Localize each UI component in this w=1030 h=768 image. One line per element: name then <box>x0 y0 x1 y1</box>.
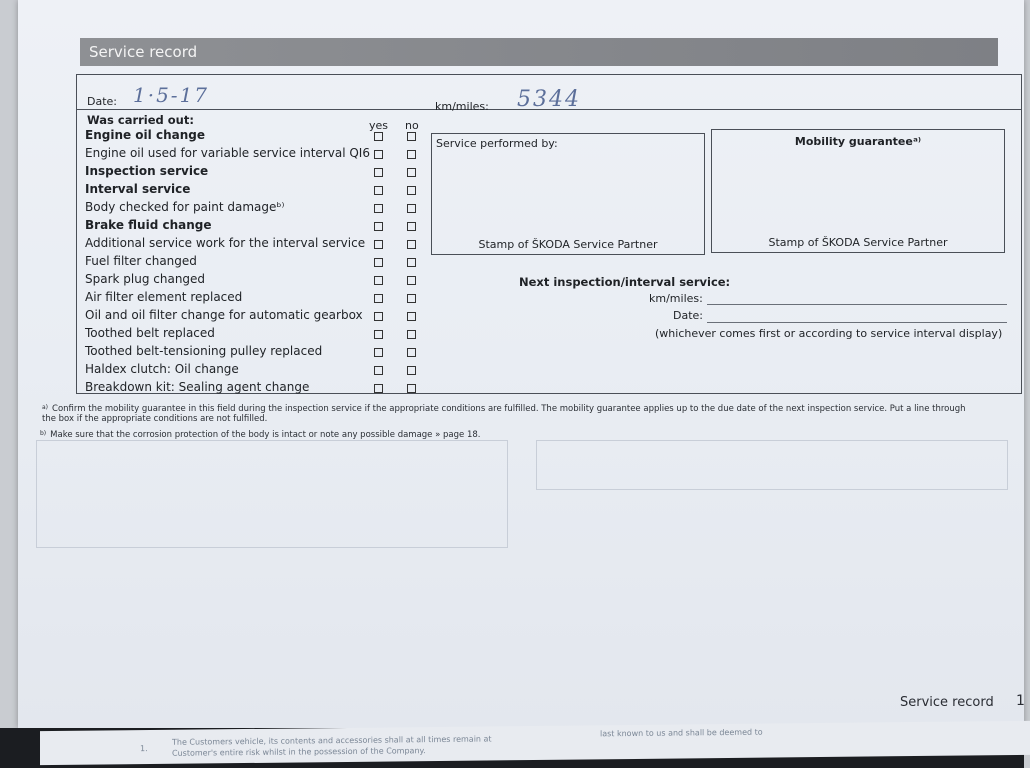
show-through-box-left <box>36 440 508 548</box>
footnote-b <box>40 430 980 440</box>
checklist-row <box>77 308 437 326</box>
checklist-item-label: Engine oil change <box>85 128 205 142</box>
date-handwritten-value: 1·5-17 <box>133 83 210 107</box>
yes-checkbox[interactable] <box>374 240 383 249</box>
checklist-row <box>77 272 437 290</box>
section-header <box>80 38 998 66</box>
no-checkbox[interactable] <box>407 186 416 195</box>
no-checkbox[interactable] <box>407 366 416 375</box>
mobility-guarantee-title: Mobility guaranteeᵃ⁾ <box>794 135 922 148</box>
checklist-row <box>77 362 437 380</box>
checklist-item-label: Engine oil used for variable service interval QI6 <box>85 146 370 160</box>
underlying-item-number: 1. <box>140 744 148 754</box>
yes-checkbox[interactable] <box>374 276 383 285</box>
no-checkbox[interactable] <box>407 240 416 249</box>
no-checkbox[interactable] <box>407 276 416 285</box>
yes-checkbox[interactable] <box>374 294 383 303</box>
checklist-row <box>77 254 437 272</box>
checklist-item-label: Spark plug changed <box>85 272 206 286</box>
show-through-box-right <box>536 440 1008 490</box>
yes-checkbox[interactable] <box>374 222 383 231</box>
page-number: 1 <box>1016 693 1025 709</box>
checklist-item-label: Haldex clutch: Oil change <box>85 362 239 376</box>
checklist-item-label: Body checked for paint damageᵇ⁾ <box>85 200 285 214</box>
yes-checkbox[interactable] <box>374 150 383 159</box>
service-record-form <box>76 74 1022 394</box>
no-checkbox[interactable] <box>407 204 416 213</box>
checklist-item-label: Oil and oil filter change for automatic gearbox <box>85 308 363 322</box>
checklist-row <box>77 200 437 218</box>
next-date-label: Date: <box>673 309 703 322</box>
no-column-label: no <box>405 119 419 132</box>
checklist-row <box>77 182 437 200</box>
checklist-row <box>77 236 437 254</box>
no-checkbox[interactable] <box>407 132 416 141</box>
yes-checkbox[interactable] <box>374 348 383 357</box>
yes-checkbox[interactable] <box>374 366 383 375</box>
mobility-stamp-caption: Stamp of ŠKODA Service Partner <box>768 236 948 249</box>
next-km-line <box>707 304 1007 305</box>
km-label: km/miles: <box>435 100 489 113</box>
next-date-line <box>707 322 1007 323</box>
yes-checkbox[interactable] <box>374 132 383 141</box>
yes-checkbox[interactable] <box>374 330 383 339</box>
km-handwritten-value: 5344 <box>517 87 581 112</box>
checklist-row <box>77 146 437 164</box>
carried-out-heading: Was carried out: <box>87 113 194 127</box>
service-stamp-caption: Stamp of ŠKODA Service Partner <box>478 238 658 251</box>
checklist-item-label: Brake fluid change <box>85 218 212 232</box>
underlying-text-right: last known to us and shall be deemed to <box>600 727 763 739</box>
no-checkbox[interactable] <box>407 150 416 159</box>
checklist-item-label: Additional service work for the interval service <box>85 236 366 250</box>
yes-checkbox[interactable] <box>374 168 383 177</box>
checklist-item-label: Inspection service <box>85 164 209 178</box>
yes-column-label: yes <box>369 119 389 132</box>
checklist-item-label: Fuel filter changed <box>85 254 197 268</box>
service-performed-title: Service performed by: <box>436 137 558 150</box>
checklist-row <box>77 128 437 146</box>
page-footer-label: Service record <box>900 695 994 710</box>
checklist-row <box>77 326 437 344</box>
no-checkbox[interactable] <box>407 168 416 177</box>
no-checkbox[interactable] <box>407 330 416 339</box>
footnote-b-marker: b) <box>40 430 47 437</box>
checklist-item-label: Toothed belt-tensioning pulley replaced <box>85 344 323 358</box>
underlying-text-line-1: The Customers vehicle, its contents and accessories shall at all times remain at <box>172 734 492 747</box>
no-checkbox[interactable] <box>407 294 416 303</box>
service-performed-box <box>431 133 705 255</box>
next-service-title: Next inspection/interval service: <box>519 275 731 289</box>
checklist-row <box>77 218 437 236</box>
yes-checkbox[interactable] <box>374 258 383 267</box>
no-checkbox[interactable] <box>407 222 416 231</box>
checklist-item-label: Interval service <box>85 182 191 196</box>
date-label: Date: <box>87 95 117 108</box>
mobility-guarantee-box <box>711 129 1005 253</box>
section-title: Service record <box>89 43 198 61</box>
yes-checkbox[interactable] <box>374 186 383 195</box>
no-checkbox[interactable] <box>407 348 416 357</box>
next-km-label: km/miles: <box>649 292 703 305</box>
footnote-a-marker: a) <box>42 404 49 411</box>
yes-checkbox[interactable] <box>374 312 383 321</box>
footnote-b-text: Make sure that the corrosion protection of the body is intact or note any possible damage » page 18. <box>50 430 481 440</box>
yes-checkbox[interactable] <box>374 384 383 393</box>
footnote-a <box>42 404 982 424</box>
underlying-text-line-2: Customer's entire risk whilst in the possession of the Company. <box>172 746 426 758</box>
next-service-note: (whichever comes first or according to service interval display) <box>655 327 1003 340</box>
checklist-item-label: Breakdown kit: Sealing agent change <box>85 380 310 394</box>
no-checkbox[interactable] <box>407 258 416 267</box>
no-checkbox[interactable] <box>407 384 416 393</box>
checklist-row <box>77 344 437 362</box>
date-row <box>77 75 1021 113</box>
checklist-item-label: Toothed belt replaced <box>85 326 215 340</box>
no-checkbox[interactable] <box>407 312 416 321</box>
checklist-row <box>77 290 437 308</box>
checklist-item-label: Air filter element replaced <box>85 290 243 304</box>
yes-checkbox[interactable] <box>374 204 383 213</box>
checklist-row <box>77 164 437 182</box>
footnote-a-text: Confirm the mobility guarantee in this field during the inspection service if the appropriate conditions are fulfilled. The mobility guarantee applies up to the due date of the next inspection service. Put a line through the box if the appropriate conditions are not fulfilled. <box>42 404 966 424</box>
service-record-page <box>18 0 1024 728</box>
checklist-row <box>77 380 437 398</box>
